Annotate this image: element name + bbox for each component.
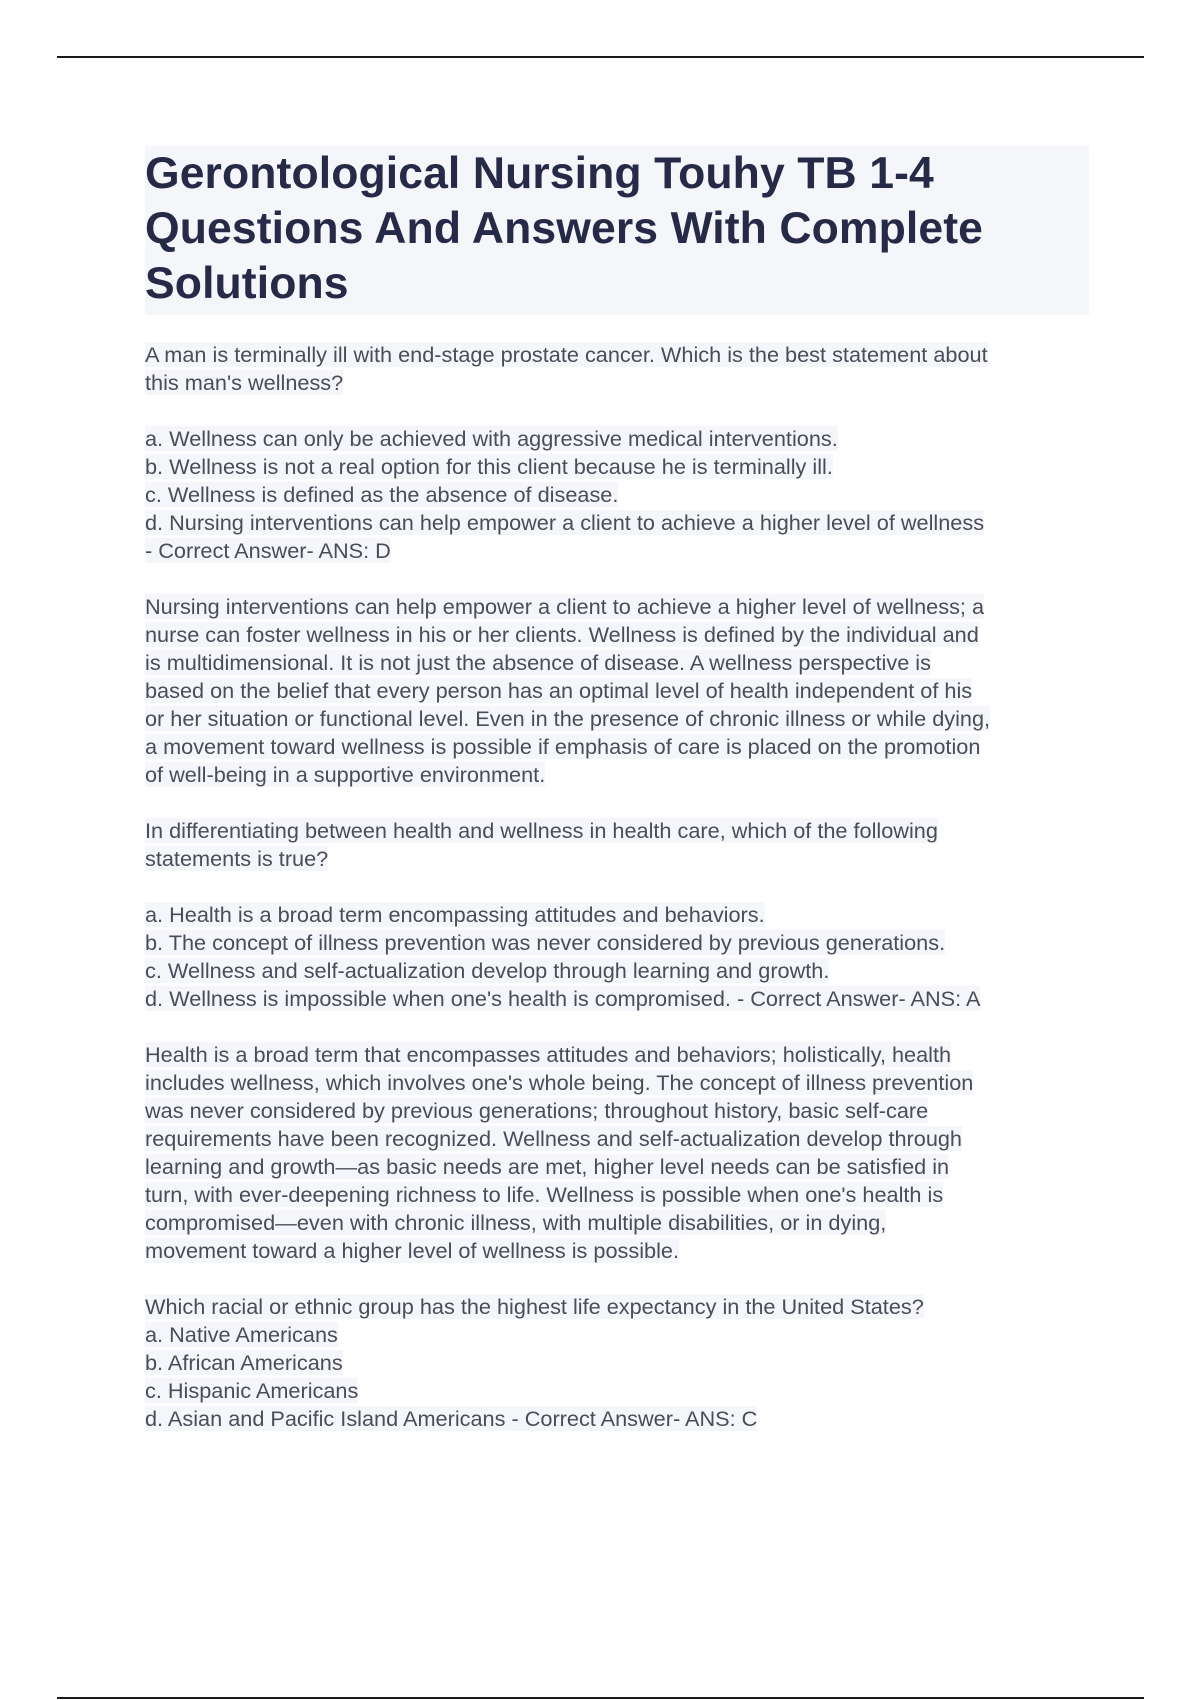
rationale-text: is multidimensional. It is not just the absence of disease. A wellness perspective is bbox=[145, 650, 931, 675]
answer-option: c. Hispanic Americans bbox=[145, 1378, 359, 1403]
rationale-text: requirements have been recognized. Wellness and self-actualization develop through bbox=[145, 1126, 962, 1151]
title-block bbox=[145, 146, 1089, 315]
answer-option: d. Nursing interventions can help empower a client to achieve a higher level of wellness bbox=[145, 510, 985, 535]
top-rule bbox=[57, 56, 1144, 58]
answer-option: d. Asian and Pacific Island Americans - Correct Answer- ANS: C bbox=[145, 1406, 758, 1431]
rationale-text: Nursing interventions can help empower a client to achieve a higher level of wellness; a bbox=[145, 594, 985, 619]
rationale-text: movement toward a higher level of wellness is possible. bbox=[145, 1238, 680, 1263]
answer-option: c. Wellness and self-actualization develop through learning and growth. bbox=[145, 958, 830, 983]
answer-option: c. Wellness is defined as the absence of disease. bbox=[145, 482, 619, 507]
document-body bbox=[145, 146, 1089, 1433]
question-2 bbox=[145, 817, 1089, 1265]
rationale-text: turn, with ever-deepening richness to life. Wellness is possible when one's health is bbox=[145, 1182, 944, 1207]
title-line: Solutions bbox=[145, 259, 349, 308]
rationale-text: was never considered by previous generations; throughout history, basic self-care bbox=[145, 1098, 929, 1123]
question-text: this man's wellness? bbox=[145, 370, 344, 395]
bottom-rule bbox=[57, 1697, 1144, 1699]
rationale-text: nurse can foster wellness in his or her clients. Wellness is defined by the individual and bbox=[145, 622, 979, 647]
rationale-text: or her situation or functional level. Even in the presence of chronic illness or while dying, bbox=[145, 706, 991, 731]
answer-option: a. Native Americans bbox=[145, 1322, 338, 1347]
question-text: statements is true? bbox=[145, 846, 329, 871]
question-text: In differentiating between health and wellness in health care, which of the following bbox=[145, 818, 938, 843]
answer-option: b. Wellness is not a real option for this client because he is terminally ill. bbox=[145, 454, 833, 479]
answer-option: b. The concept of illness prevention was never considered by previous generations. bbox=[145, 930, 946, 955]
rationale-text: learning and growth—as basic needs are met, higher level needs can be satisfied in bbox=[145, 1154, 950, 1179]
answer-option: d. Wellness is impossible when one's health is compromised. - Correct Answer- ANS: A bbox=[145, 986, 981, 1011]
rationale-text: includes wellness, which involves one's whole being. The concept of illness prevention bbox=[145, 1070, 974, 1095]
title-line: Gerontological Nursing Touhy TB 1-4 bbox=[145, 149, 934, 198]
question-text: Which racial or ethnic group has the highest life expectancy in the United States? bbox=[145, 1294, 924, 1319]
rationale-text: compromised—even with chronic illness, with multiple disabilities, or in dying, bbox=[145, 1210, 887, 1235]
question-1 bbox=[145, 341, 1089, 789]
document-title bbox=[145, 146, 1089, 311]
title-line: Questions And Answers With Complete bbox=[145, 204, 983, 253]
rationale-text: of well-being in a supportive environment. bbox=[145, 762, 546, 787]
correct-answer: - Correct Answer- ANS: D bbox=[145, 538, 391, 563]
answer-option: a. Health is a broad term encompassing attitudes and behaviors. bbox=[145, 902, 765, 927]
rationale-text: a movement toward wellness is possible if emphasis of care is placed on the promotion bbox=[145, 734, 981, 759]
question-3 bbox=[145, 1293, 1089, 1433]
rationale-text: based on the belief that every person has an optimal level of health independent of his bbox=[145, 678, 973, 703]
rationale-text: Health is a broad term that encompasses attitudes and behaviors; holistically, health bbox=[145, 1042, 952, 1067]
answer-option: b. African Americans bbox=[145, 1350, 343, 1375]
question-text: A man is terminally ill with end-stage prostate cancer. Which is the best statement about bbox=[145, 342, 988, 367]
answer-option: a. Wellness can only be achieved with aggressive medical interventions. bbox=[145, 426, 838, 451]
